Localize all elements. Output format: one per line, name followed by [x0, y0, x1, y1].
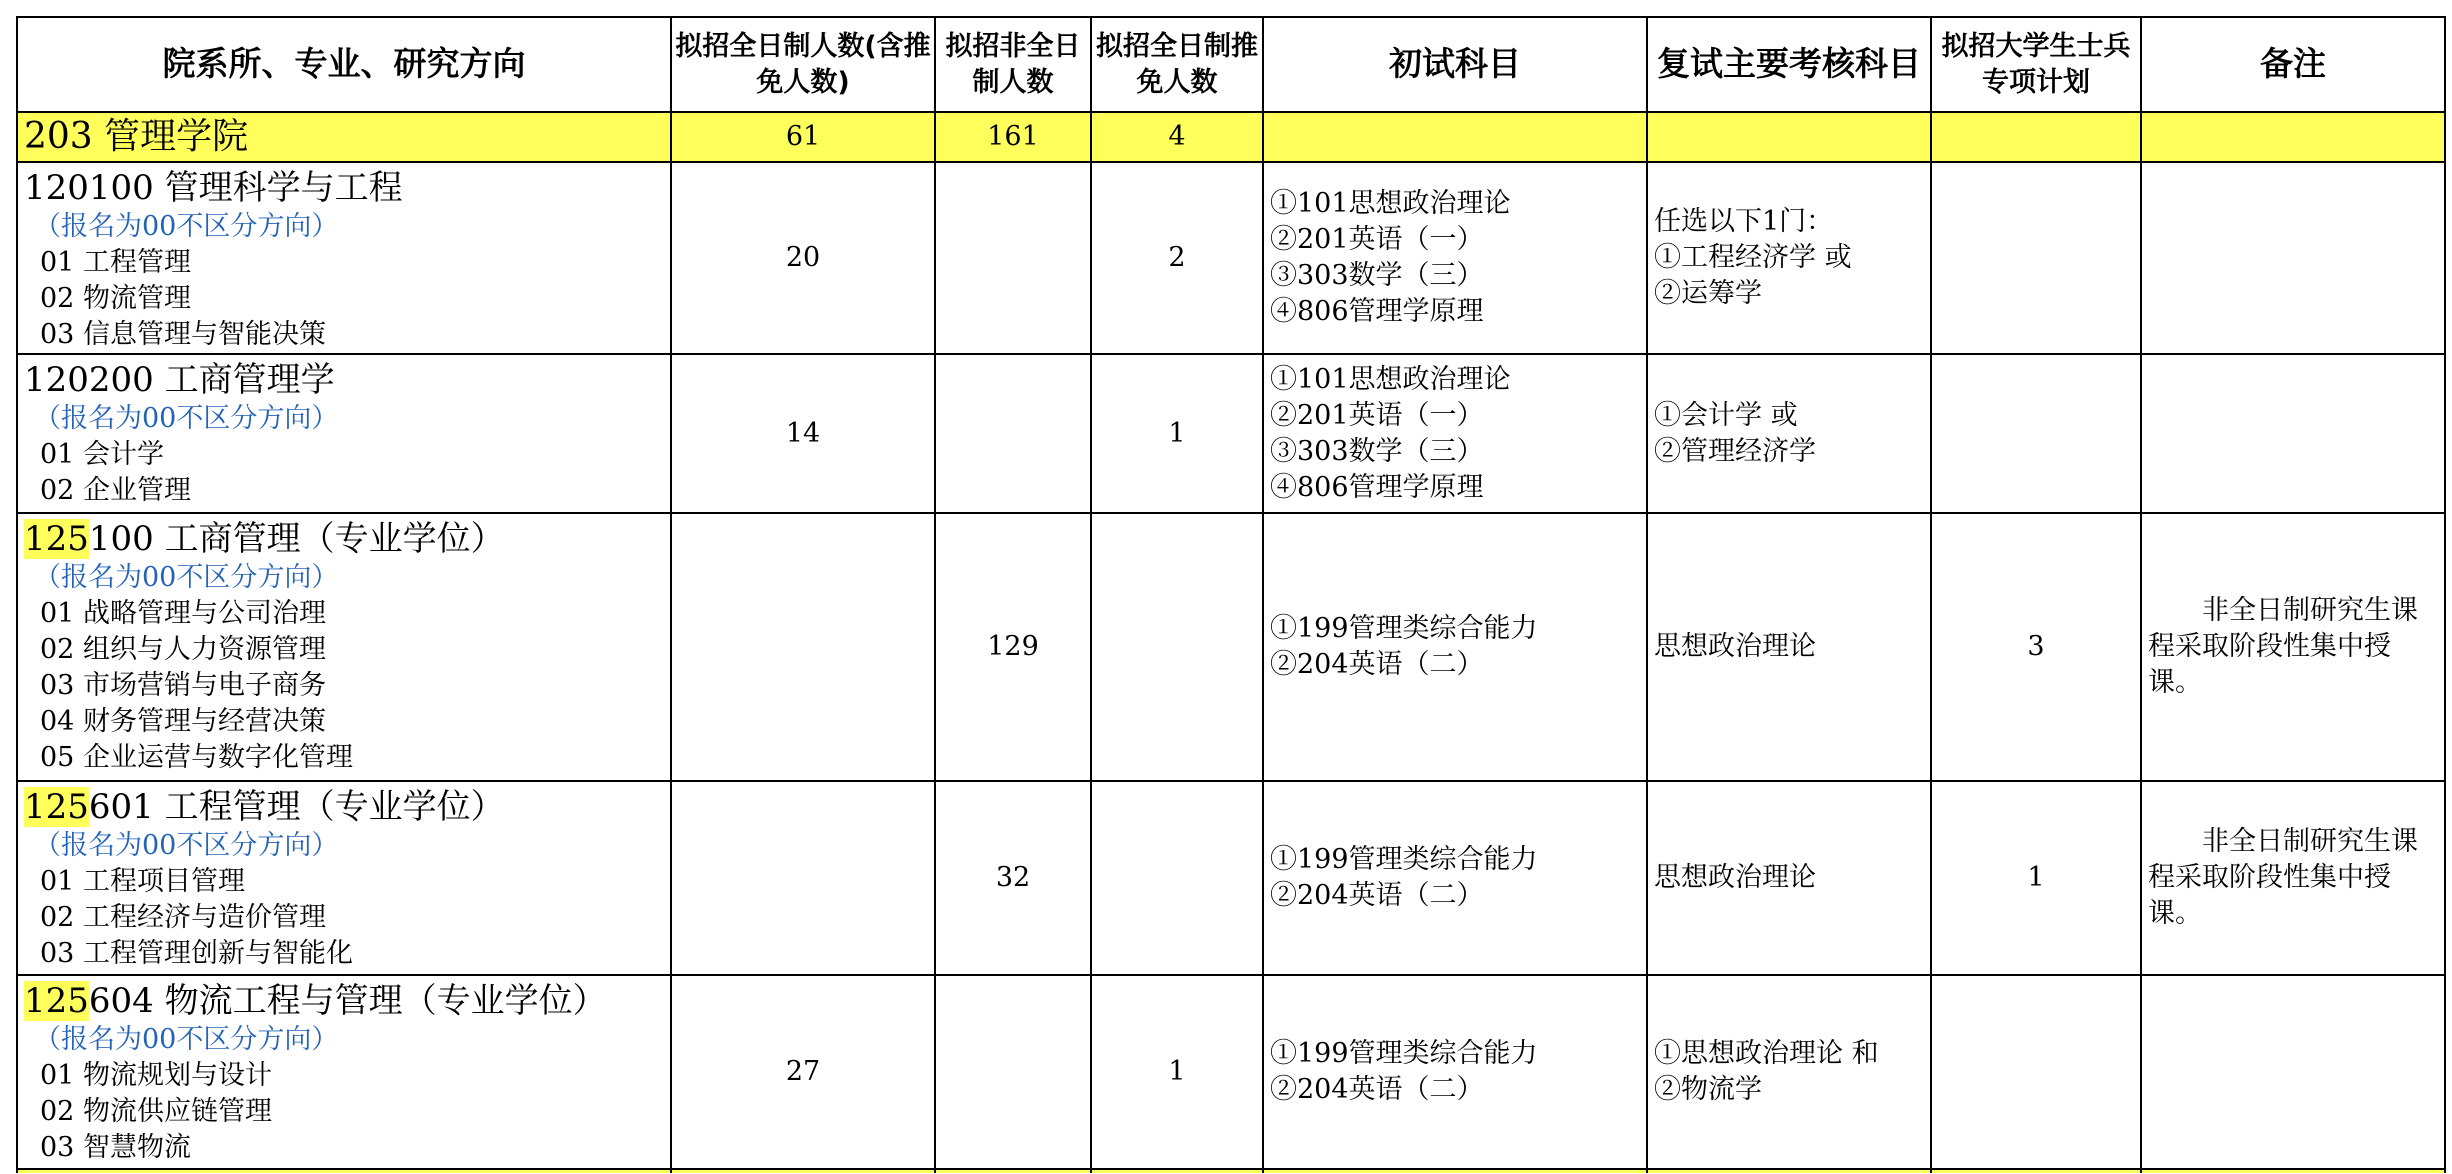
program-row	[17, 162, 2445, 354]
program-code	[24, 167, 664, 209]
program-cell	[17, 513, 671, 781]
exam1-subject: ③303数学（三）	[1270, 260, 1484, 291]
header-fulltime: 拟招全日制人数(含推免人数)	[671, 17, 935, 112]
recommend-count: 1	[1091, 354, 1263, 513]
parttime-count	[935, 975, 1091, 1169]
admissions-table	[16, 16, 2446, 1173]
header-parttime: 拟招非全日制人数	[935, 17, 1091, 112]
exam2-cell	[1647, 354, 1931, 513]
exam1-cell	[1263, 513, 1647, 781]
header-soldier: 拟招大学生士兵专项计划	[1931, 17, 2141, 112]
exam2-subject: 思想政治理论	[1654, 862, 1816, 893]
direction-item: 03 智慧物流	[40, 1132, 191, 1163]
soldier-count: 3	[1931, 513, 2141, 781]
direction-item: 05 企业运营与数字化管理	[40, 742, 353, 773]
header-exam1: 初试科目	[1263, 17, 1647, 112]
header-exam2: 复试主要考核科目	[1647, 17, 1931, 112]
section-exam1	[1263, 112, 1647, 162]
program-code-name: 120100 管理科学与工程	[24, 168, 403, 208]
direction-item: 02 物流供应链管理	[40, 1096, 272, 1127]
program-code-name: 100 工商管理（专业学位）	[88, 519, 505, 559]
exam1-subject: ①199管理类综合能力	[1270, 844, 1538, 875]
next-section-cell	[1263, 1169, 1647, 1173]
program-row	[17, 513, 2445, 781]
direction-item: 02 工程经济与造价管理	[40, 902, 326, 933]
section-row	[17, 112, 2445, 162]
recommend-count	[1091, 781, 1263, 975]
recommend-count: 2	[1091, 162, 1263, 354]
direction-item: 01 工程项目管理	[40, 866, 245, 897]
parttime-count	[935, 162, 1091, 354]
program-code-name: 604 物流工程与管理（专业学位）	[88, 981, 607, 1021]
program-code	[24, 359, 664, 401]
section-recommend: 4	[1091, 112, 1263, 162]
direction-item: 03 工程管理创新与智能化	[40, 938, 353, 969]
fulltime-count	[671, 513, 935, 781]
section-remark	[2141, 112, 2445, 162]
remark-cell	[2141, 354, 2445, 513]
next-section-cell	[2141, 1169, 2445, 1173]
program-row	[17, 354, 2445, 513]
soldier-count	[1931, 162, 2141, 354]
header-recommend: 拟招全日制推免人数	[1091, 17, 1263, 112]
direction-item: 02 企业管理	[40, 475, 191, 506]
exam1-subject: ①101思想政治理论	[1270, 188, 1511, 219]
exam1-cell	[1263, 354, 1647, 513]
exam1-cell	[1263, 162, 1647, 354]
section-fulltime: 61	[671, 112, 935, 162]
fulltime-count: 20	[671, 162, 935, 354]
exam1-subject: ③303数学（三）	[1270, 435, 1484, 467]
program-cell	[17, 975, 671, 1169]
fulltime-count	[671, 781, 935, 975]
next-section-cell	[1647, 1169, 1931, 1173]
exam2-subject: ①思想政治理论 和	[1654, 1038, 1879, 1069]
program-code	[24, 980, 664, 1022]
header-remark: 备注	[2141, 17, 2445, 112]
next-section-cell	[1931, 1169, 2141, 1173]
next-section-cell	[935, 1169, 1091, 1173]
program-cell	[17, 354, 671, 513]
program-code-name: 120200 工商管理学	[24, 360, 335, 400]
soldier-count: 1	[1931, 781, 2141, 975]
exam2-subject: 任选以下1门：	[1654, 206, 1834, 237]
program-row	[17, 781, 2445, 975]
parttime-count	[935, 354, 1091, 513]
program-code-highlight: 125	[24, 787, 89, 827]
exam2-subject: ②管理经济学	[1654, 435, 1816, 467]
direction-item: 03 市场营销与电子商务	[40, 670, 326, 701]
direction-item: 02 组织与人力资源管理	[40, 634, 326, 665]
soldier-count	[1931, 354, 2141, 513]
direction-item: 01 物流规划与设计	[40, 1060, 272, 1091]
exam2-cell	[1647, 513, 1931, 781]
exam2-subject: ②物流学	[1654, 1074, 1762, 1105]
exam2-subject: ①会计学 或	[1654, 399, 1798, 431]
soldier-count	[1931, 975, 2141, 1169]
next-section-edge	[17, 1169, 2445, 1173]
exam1-subject: ①199管理类综合能力	[1270, 1038, 1538, 1069]
section-parttime: 161	[935, 112, 1091, 162]
admissions-sheet	[16, 16, 2446, 1173]
program-row	[17, 975, 2445, 1169]
exam1-subject: ②201英语（一）	[1270, 399, 1484, 431]
exam2-subject: ②运筹学	[1654, 278, 1762, 309]
program-code	[24, 518, 664, 560]
fulltime-count: 14	[671, 354, 935, 513]
parttime-count: 129	[935, 513, 1091, 781]
exam1-cell	[1263, 781, 1647, 975]
program-cell	[17, 781, 671, 975]
program-note: （报名为00不区分方向）	[34, 1024, 339, 1055]
program-note: （报名为00不区分方向）	[34, 562, 339, 593]
program-code-highlight: 125	[24, 519, 89, 559]
header-dept: 院系所、专业、研究方向	[17, 17, 671, 112]
section-exam2	[1647, 112, 1931, 162]
program-cell	[17, 162, 671, 354]
exam1-subject: ④806管理学原理	[1270, 471, 1484, 503]
direction-item: 01 战略管理与公司治理	[40, 598, 326, 629]
remark-cell	[2141, 975, 2445, 1169]
exam2-subject: 思想政治理论	[1654, 631, 1816, 662]
program-note: （报名为00不区分方向）	[34, 403, 339, 434]
remark-cell	[2141, 162, 2445, 354]
exam2-subject: ①工程经济学 或	[1654, 242, 1852, 273]
parttime-count: 32	[935, 781, 1091, 975]
exam2-cell	[1647, 162, 1931, 354]
exam1-subject: ②204英语（二）	[1270, 649, 1484, 680]
recommend-count: 1	[1091, 975, 1263, 1169]
program-note: （报名为00不区分方向）	[34, 211, 339, 242]
exam2-cell	[1647, 975, 1931, 1169]
exam1-subject: ②204英语（二）	[1270, 880, 1484, 911]
exam1-subject: ④806管理学原理	[1270, 296, 1484, 327]
exam1-subject: ②204英语（二）	[1270, 1074, 1484, 1105]
program-code-name: 601 工程管理（专业学位）	[88, 787, 505, 827]
direction-item: 02 物流管理	[40, 283, 191, 314]
remark-cell: 非全日制研究生课程采取阶段性集中授课。	[2141, 513, 2445, 781]
header-row	[17, 17, 2445, 112]
program-note: （报名为00不区分方向）	[34, 830, 339, 861]
exam1-subject: ①199管理类综合能力	[1270, 613, 1538, 644]
remark-cell: 非全日制研究生课程采取阶段性集中授课。	[2141, 781, 2445, 975]
exam1-subject: ②201英语（一）	[1270, 224, 1484, 255]
next-section-cell	[17, 1169, 671, 1173]
exam1-subject: ①101思想政治理论	[1270, 363, 1511, 395]
program-code-highlight: 125	[24, 981, 89, 1021]
direction-item: 01 工程管理	[40, 247, 191, 278]
program-code	[24, 786, 664, 828]
recommend-count	[1091, 513, 1263, 781]
direction-item: 03 信息管理与智能决策	[40, 319, 326, 350]
next-section-cell	[671, 1169, 935, 1173]
direction-item: 04 财务管理与经营决策	[40, 706, 326, 737]
exam2-cell	[1647, 781, 1931, 975]
section-name: 203 管理学院	[17, 112, 671, 162]
direction-item: 01 会计学	[40, 439, 164, 470]
exam1-cell	[1263, 975, 1647, 1169]
section-soldier	[1931, 112, 2141, 162]
next-section-cell	[1091, 1169, 1263, 1173]
fulltime-count: 27	[671, 975, 935, 1169]
